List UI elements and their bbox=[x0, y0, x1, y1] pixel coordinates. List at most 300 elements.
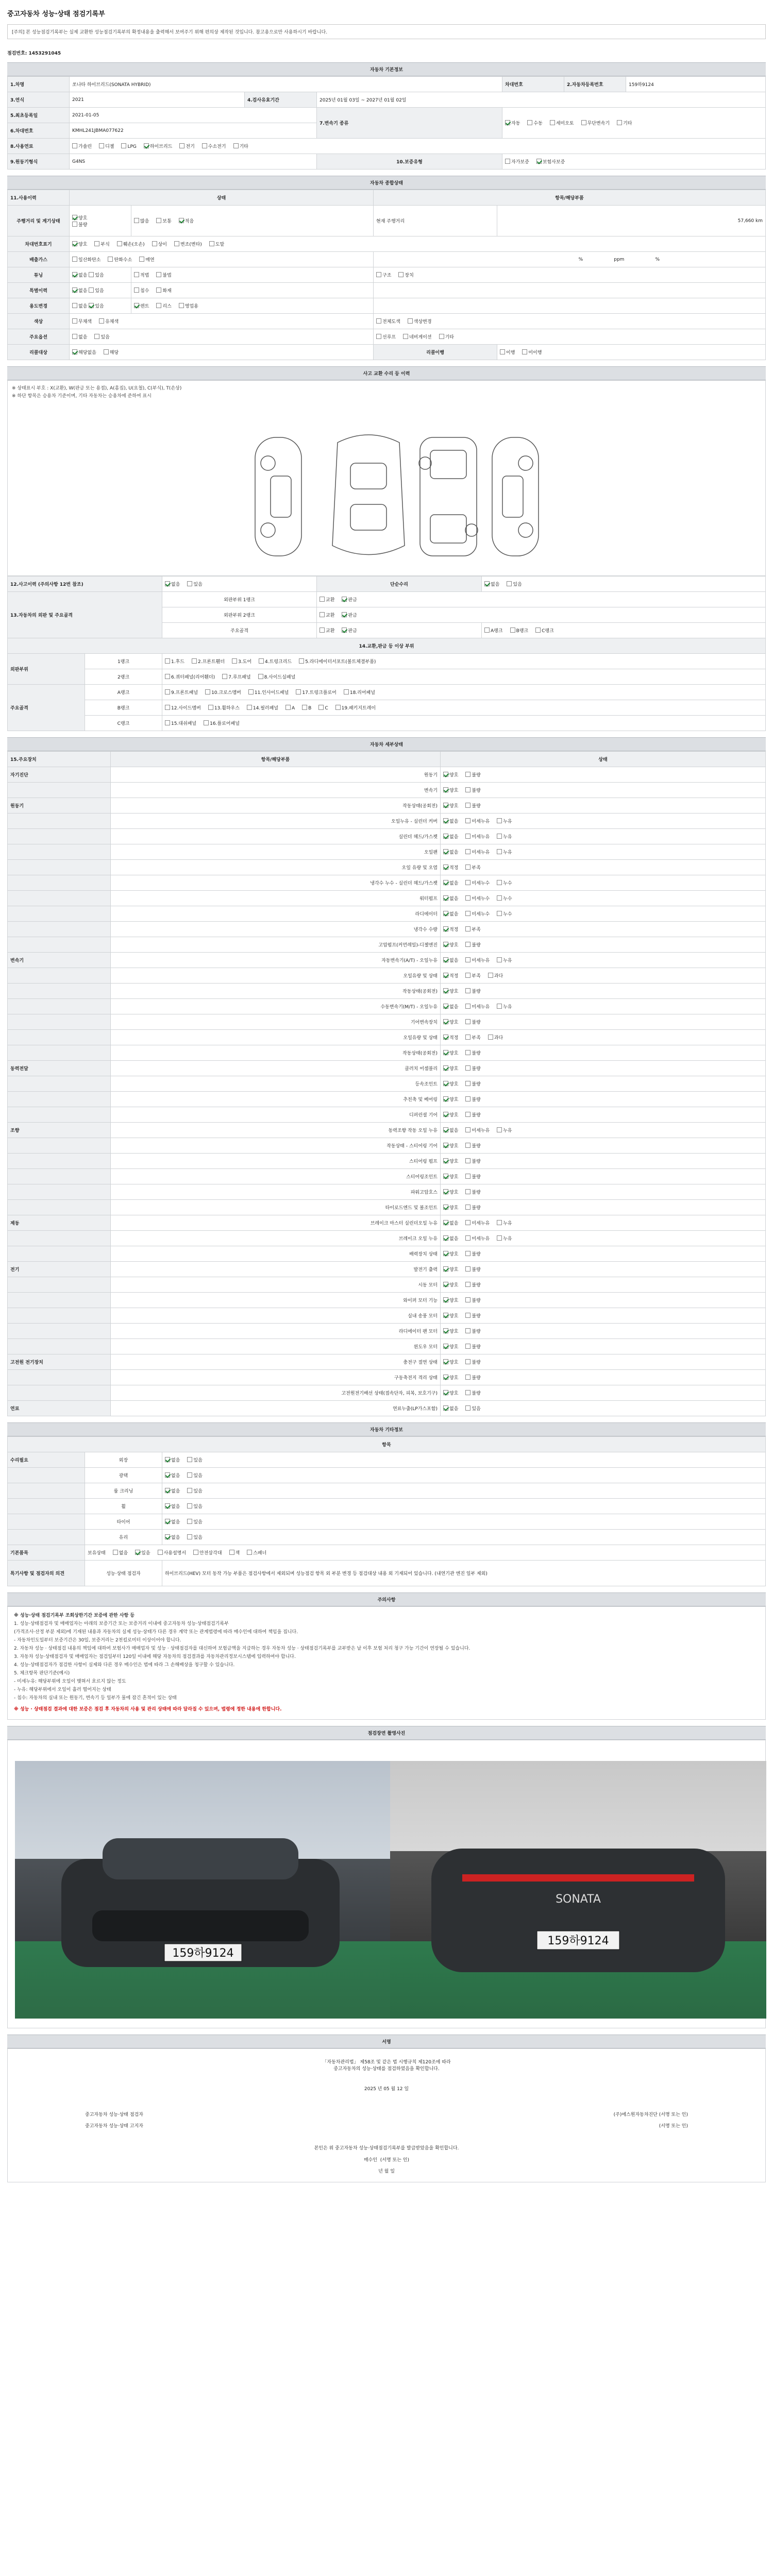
detail-row bbox=[8, 783, 766, 798]
detail-group bbox=[8, 1293, 111, 1308]
checkbox bbox=[497, 1004, 502, 1009]
checkbox bbox=[443, 1127, 448, 1132]
opt: 일산화탄소 bbox=[78, 258, 101, 263]
other-state bbox=[162, 1468, 766, 1483]
color-state bbox=[70, 314, 374, 329]
checkbox bbox=[488, 1035, 493, 1040]
opt: 선루프 bbox=[382, 335, 396, 340]
other-group bbox=[8, 1483, 85, 1499]
value: 159하9124 bbox=[626, 77, 766, 92]
detail-state bbox=[441, 1308, 766, 1324]
other-item: 타이어 bbox=[85, 1514, 162, 1530]
main-state bbox=[317, 623, 482, 638]
other-state bbox=[162, 1452, 766, 1468]
opt: 불량 bbox=[78, 222, 88, 228]
opt-label: 불량 bbox=[472, 1391, 481, 1396]
opt: 자가보증 bbox=[511, 160, 529, 165]
opt bbox=[465, 850, 490, 855]
opt: C랭크 bbox=[542, 629, 554, 634]
opt-label: 양호 bbox=[449, 1252, 459, 1257]
opt-label: 적정 bbox=[449, 974, 459, 979]
inspector-label: 중고자동차 성능·상태 점검자 bbox=[85, 2112, 143, 2117]
detail-item: 브레이크 오일 누유 bbox=[111, 1231, 441, 1246]
opt bbox=[443, 943, 458, 948]
detail-state bbox=[441, 844, 766, 860]
opt: 8.사이드실패널 bbox=[264, 675, 296, 680]
option-state bbox=[70, 329, 374, 345]
detail-row bbox=[8, 1123, 766, 1138]
checkbox bbox=[465, 942, 470, 947]
checkbox bbox=[497, 911, 502, 916]
opt-label: 양호 bbox=[449, 1314, 459, 1319]
label: 외판부위 bbox=[8, 654, 85, 685]
checkbox bbox=[465, 1096, 470, 1101]
detail-state bbox=[441, 968, 766, 984]
label: 1.차명 bbox=[8, 77, 70, 92]
opt bbox=[497, 1005, 512, 1010]
checkbox bbox=[165, 1457, 170, 1462]
opt-label: 불량 bbox=[472, 943, 481, 948]
opt bbox=[465, 1144, 480, 1149]
caution-line: 5. 체크항목 판단기준(예시) bbox=[14, 1671, 70, 1676]
opt bbox=[465, 1221, 490, 1226]
checkbox bbox=[465, 1050, 470, 1055]
detail-state bbox=[441, 1262, 766, 1277]
detail-row bbox=[8, 814, 766, 829]
checkbox bbox=[443, 1143, 448, 1148]
opt-label: 누유 bbox=[503, 958, 512, 963]
checkbox bbox=[443, 973, 448, 978]
opt-label: 없음 bbox=[449, 835, 459, 840]
opt: 교환 bbox=[326, 613, 335, 618]
opt-label: 불량 bbox=[472, 1360, 481, 1365]
opt bbox=[187, 1535, 202, 1540]
opt-label: 양호 bbox=[449, 1267, 459, 1273]
opt: LPG bbox=[127, 144, 137, 149]
checkbox bbox=[465, 803, 470, 808]
checkbox bbox=[443, 834, 448, 839]
opt bbox=[465, 1005, 490, 1010]
opt bbox=[465, 1252, 480, 1257]
opt bbox=[497, 1221, 512, 1226]
checkbox bbox=[443, 1158, 448, 1163]
opt bbox=[443, 1329, 458, 1334]
other-row bbox=[8, 1530, 766, 1545]
detail-item: 동력조향 작동 오일 누유 bbox=[111, 1123, 441, 1138]
opt-label: 미세누수 bbox=[472, 881, 490, 886]
detail-row bbox=[8, 1107, 766, 1123]
checkbox bbox=[497, 1235, 502, 1241]
checkbox bbox=[165, 1472, 170, 1478]
opt bbox=[165, 1520, 180, 1525]
other-row bbox=[8, 1499, 766, 1514]
opt-label: 양호 bbox=[449, 943, 459, 948]
detail-item: 배력장치 상태 bbox=[111, 1246, 441, 1262]
detail-item: 오일 유량 및 오염 bbox=[111, 860, 441, 875]
detail-state bbox=[441, 891, 766, 906]
checkbox bbox=[465, 1282, 470, 1287]
detail-row bbox=[8, 1138, 766, 1154]
section-overall-state-header: 자동차 종합상태 bbox=[7, 176, 766, 190]
opt-label: 양호 bbox=[449, 1190, 459, 1195]
opt-label: 미세누유 bbox=[472, 1128, 490, 1133]
detail-item: 브레이크 마스터 실린더오일 누유 bbox=[111, 1215, 441, 1231]
detail-group bbox=[8, 1339, 111, 1354]
detail-row bbox=[8, 860, 766, 875]
label: 튜닝 bbox=[8, 267, 70, 283]
label: 15.주요장치 bbox=[8, 752, 111, 767]
checkbox bbox=[465, 772, 470, 777]
detail-group bbox=[8, 1030, 111, 1045]
damage-diagram-box bbox=[7, 380, 766, 576]
opt-label: 불량 bbox=[472, 1020, 481, 1025]
opt bbox=[187, 1489, 202, 1494]
checkbox bbox=[465, 1035, 470, 1040]
opt-label: 불량 bbox=[472, 1097, 481, 1103]
section-basic-info-header: 자동차 기본정보 bbox=[7, 62, 766, 76]
opt-label: 부족 bbox=[472, 927, 481, 933]
opt bbox=[443, 1051, 458, 1056]
opt bbox=[465, 1113, 480, 1118]
detail-row bbox=[8, 844, 766, 860]
opt: 교환 bbox=[326, 629, 335, 634]
detail-row bbox=[8, 1308, 766, 1324]
detail-group bbox=[8, 814, 111, 829]
detail-row bbox=[8, 1169, 766, 1184]
opt: 부식 bbox=[100, 242, 110, 247]
opt bbox=[443, 1066, 458, 1072]
page-title: 중고자동차 성능·상태 점검기록부 bbox=[7, 10, 105, 18]
detail-item: 고전원전기배선 상태(접속단자, 피복, 보호기구) bbox=[111, 1385, 441, 1401]
opt-label: 없음 bbox=[171, 1473, 180, 1479]
opt-label: 없음 bbox=[171, 1458, 180, 1463]
opt: 17.트렁크플로어 bbox=[302, 690, 337, 696]
opt-label: 불량 bbox=[472, 1190, 481, 1195]
opt: 없음 bbox=[78, 335, 88, 340]
opt bbox=[443, 1036, 458, 1041]
opt-label: 부족 bbox=[472, 974, 481, 979]
transmission-options bbox=[502, 108, 766, 139]
value: 쏘나타 하이브리드(SONATA HYBRID) bbox=[70, 77, 502, 92]
opt: 가솔린 bbox=[78, 144, 92, 149]
section-accident-header: 사고 교환 수리 등 이력 bbox=[7, 366, 766, 380]
detail-row bbox=[8, 1215, 766, 1231]
other-state bbox=[162, 1499, 766, 1514]
opt bbox=[465, 1360, 480, 1365]
opt: 잭 bbox=[235, 1551, 240, 1556]
label: 특기사항 및 점검자의 의견 bbox=[8, 1561, 85, 1586]
label: 특별이력 bbox=[8, 283, 70, 298]
detail-row bbox=[8, 1184, 766, 1200]
detail-item: 수동변속기(M/T) - 오일누유 bbox=[111, 999, 441, 1014]
detail-item: 타이로드엔드 및 볼조인트 bbox=[111, 1200, 441, 1215]
detail-state bbox=[441, 1231, 766, 1246]
opt: 18.리어패널 bbox=[349, 690, 375, 696]
detail-row bbox=[8, 1262, 766, 1277]
opt bbox=[465, 1066, 480, 1072]
opt: 없음 bbox=[119, 1551, 128, 1556]
opt: 적법 bbox=[140, 273, 149, 278]
opt: 2.프론트휀더 bbox=[198, 659, 225, 665]
front-photo bbox=[15, 1761, 391, 2019]
checkbox bbox=[443, 1189, 448, 1194]
checkbox bbox=[465, 787, 470, 792]
detail-group: 제동 bbox=[8, 1215, 111, 1231]
checkbox bbox=[465, 1328, 470, 1333]
detail-row bbox=[8, 1045, 766, 1061]
checkbox bbox=[443, 849, 448, 854]
opt bbox=[465, 819, 490, 824]
section-caution-header: 주의사항 bbox=[7, 1592, 766, 1606]
detail-row bbox=[8, 1030, 766, 1045]
label: 리콜대상 bbox=[8, 345, 70, 360]
detail-group bbox=[8, 937, 111, 953]
opt bbox=[443, 1314, 458, 1319]
caution-line: 3. 자동차 성능·상태점검자 및 매매업자는 점검일부터 120일 이내에 해당 자동차의 점검결과를 자동차관리정보시스템에 입력하여야 합니다. bbox=[14, 1654, 296, 1659]
opt-label: 양호 bbox=[449, 1391, 459, 1396]
opt: 스패너 bbox=[253, 1551, 267, 1556]
opt-label: 없음 bbox=[171, 1535, 180, 1540]
opt bbox=[443, 1097, 458, 1103]
opt: 안전삼각대 bbox=[199, 1551, 222, 1556]
opt: 화재 bbox=[162, 289, 172, 294]
detail-item: 라디에이터 bbox=[111, 906, 441, 922]
opt-label: 미세누유 bbox=[472, 835, 490, 840]
opt bbox=[465, 804, 480, 809]
checkbox bbox=[465, 1019, 470, 1024]
other-row bbox=[8, 1468, 766, 1483]
detail-state bbox=[441, 829, 766, 844]
detail-state bbox=[441, 1354, 766, 1370]
other-group bbox=[8, 1499, 85, 1514]
opt bbox=[465, 1206, 480, 1211]
value: 2021 bbox=[70, 92, 245, 108]
opt: 훼손(오손) bbox=[123, 242, 145, 247]
label: 항목 bbox=[8, 1437, 766, 1452]
detail-item: 오일팬 bbox=[111, 844, 441, 860]
detail-row bbox=[8, 1076, 766, 1092]
checkbox bbox=[165, 1519, 170, 1524]
detail-item: 작동상태 - 스티어링 기어 bbox=[111, 1138, 441, 1154]
opt bbox=[443, 1236, 458, 1242]
rear-brand-text: SONATA bbox=[556, 1893, 601, 1906]
opt-label: 불량 bbox=[472, 1144, 481, 1149]
opt: 영업용 bbox=[184, 304, 198, 309]
overall-state-table bbox=[7, 190, 766, 360]
opt bbox=[465, 788, 480, 793]
tuning-state bbox=[70, 267, 131, 283]
legend-line: ※ 하단 항목은 승용차 기준이며, 기타 자동차는 승용차에 준하여 표시 bbox=[12, 394, 152, 399]
opt bbox=[465, 1329, 480, 1334]
opt bbox=[465, 896, 490, 902]
label: 주요골격 bbox=[8, 685, 85, 731]
checkbox bbox=[165, 1503, 170, 1509]
opt: 양호 bbox=[78, 215, 88, 221]
checkbox bbox=[443, 1344, 448, 1349]
opt: 상이 bbox=[158, 242, 167, 247]
label: 항목/해당부품 bbox=[374, 190, 766, 206]
opt-label: 양호 bbox=[449, 1159, 459, 1164]
detail-state-table bbox=[7, 751, 766, 1416]
checkbox bbox=[443, 818, 448, 823]
opt-label: 과다 bbox=[494, 1036, 503, 1041]
opt bbox=[443, 1406, 458, 1412]
label: 차대번호 bbox=[502, 77, 564, 92]
checkbox bbox=[465, 988, 470, 993]
opt: 네비게이션 bbox=[409, 335, 432, 340]
opt bbox=[465, 989, 480, 994]
car-diagram bbox=[250, 427, 544, 566]
checkbox bbox=[497, 957, 502, 962]
checkbox bbox=[443, 1019, 448, 1024]
detail-group bbox=[8, 1200, 111, 1215]
opt bbox=[497, 1236, 512, 1242]
checkbox bbox=[443, 942, 448, 947]
color-sub bbox=[374, 314, 766, 329]
opt bbox=[497, 1128, 512, 1133]
label: 단순수리 bbox=[317, 577, 482, 592]
notice-box: [주의] 본 성능점검기록부는 실제 교환한 성능점검기록부의 확정내용을 출력해서 보여주기 위해 편의상 제작된 것입니다. 참고용으로만 사용하시기 바랍니다. bbox=[7, 24, 766, 39]
opt: A bbox=[292, 706, 295, 711]
checkbox bbox=[465, 957, 470, 962]
opt-label: 미세누수 bbox=[472, 896, 490, 902]
checkbox bbox=[497, 818, 502, 823]
checkbox bbox=[465, 1205, 470, 1210]
opt: 있음 bbox=[95, 289, 104, 294]
opt bbox=[443, 1159, 458, 1164]
opt bbox=[465, 1345, 480, 1350]
checkbox bbox=[465, 1158, 470, 1163]
detail-state bbox=[441, 922, 766, 937]
opt-label: 미세누수 bbox=[472, 912, 490, 917]
detail-row bbox=[8, 829, 766, 844]
checkbox bbox=[465, 1112, 470, 1117]
opt: 탄화수소 bbox=[114, 258, 132, 263]
ra-options bbox=[162, 685, 766, 700]
detail-row bbox=[8, 1370, 766, 1385]
use-sub bbox=[131, 298, 374, 314]
detail-state bbox=[441, 1061, 766, 1076]
detail-item: 클러치 어셈블리 bbox=[111, 1061, 441, 1076]
opt: 전체도색 bbox=[382, 319, 400, 325]
label: 주요옵션 bbox=[8, 329, 70, 345]
caution-line: - 침수: 자동차의 실내 또는 원동기, 변속기 등 일부가 물에 잠긴 흔적이 있는 상태 bbox=[14, 1696, 177, 1701]
opt-label: 누수 bbox=[503, 912, 512, 917]
checkbox bbox=[443, 988, 448, 993]
opt bbox=[187, 1458, 202, 1463]
detail-row bbox=[8, 922, 766, 937]
opt: 수동 bbox=[533, 121, 543, 126]
detail-state bbox=[441, 953, 766, 968]
checkbox bbox=[443, 1359, 448, 1364]
other-item: 광택 bbox=[85, 1468, 162, 1483]
detail-group bbox=[8, 999, 111, 1014]
detail-item: 오일유량 및 상태 bbox=[111, 1030, 441, 1045]
detail-item: 자동변속기(A/T) - 오일누유 bbox=[111, 953, 441, 968]
opt: 적음 bbox=[184, 219, 194, 224]
checkbox bbox=[443, 1390, 448, 1395]
detail-item: 라디에이터 팬 모터 bbox=[111, 1324, 441, 1339]
detail-state bbox=[441, 783, 766, 798]
opt: 양호 bbox=[78, 242, 88, 247]
rear-photo bbox=[390, 1761, 766, 2019]
opt-label: 미세누유 bbox=[472, 850, 490, 855]
opt-label: 불량 bbox=[472, 1252, 481, 1257]
opt-label: 불량 bbox=[472, 1345, 481, 1350]
opt-label: 불량 bbox=[472, 1159, 481, 1164]
detail-group: 고전원 전기장치 bbox=[8, 1354, 111, 1370]
checkbox bbox=[505, 120, 510, 125]
detail-state bbox=[441, 1014, 766, 1030]
other-row bbox=[8, 1514, 766, 1530]
opt: 수소전기 bbox=[208, 144, 226, 149]
label: 주요골격 bbox=[162, 623, 317, 638]
detail-item: 실린더 헤드/가스켓 bbox=[111, 829, 441, 844]
special-sub bbox=[131, 283, 374, 298]
checkbox bbox=[443, 911, 448, 916]
section-detail-header: 자동차 세부상태 bbox=[7, 737, 766, 751]
detail-row bbox=[8, 1246, 766, 1262]
caution-line: - 누유: 해당부위에서 오일이 흘러 떨어지는 상태 bbox=[14, 1687, 111, 1692]
value: G4NS bbox=[70, 154, 317, 170]
opt bbox=[465, 881, 490, 886]
detail-item: 와이퍼 모터 기능 bbox=[111, 1293, 441, 1308]
checkbox bbox=[165, 1488, 170, 1493]
sig-line: 중고자동차의 성능·상태를 점검하였음을 확인합니다. bbox=[333, 2066, 440, 2072]
checkbox bbox=[443, 1205, 448, 1210]
opt-label: 누수 bbox=[503, 896, 512, 902]
opt-label: 양호 bbox=[449, 1175, 459, 1180]
opt bbox=[443, 804, 458, 809]
other-group: 수리필요 bbox=[8, 1452, 85, 1468]
opt-label: 양호 bbox=[449, 989, 459, 994]
detail-row bbox=[8, 1014, 766, 1030]
opt bbox=[465, 1391, 480, 1396]
opt bbox=[443, 819, 458, 824]
opt-label: 없음 bbox=[449, 1236, 459, 1242]
opt: 미이행 bbox=[528, 350, 542, 355]
opt-label: 없음 bbox=[449, 850, 459, 855]
opt bbox=[465, 1175, 480, 1180]
detail-item: 구동축전지 격리 상태 bbox=[111, 1370, 441, 1385]
checkbox bbox=[443, 1251, 448, 1256]
opt: 무채색 bbox=[78, 319, 92, 325]
opt bbox=[443, 912, 458, 917]
opt: 매연 bbox=[145, 258, 155, 263]
detail-row bbox=[8, 1354, 766, 1370]
detail-row bbox=[8, 1200, 766, 1215]
photo-area bbox=[7, 1740, 766, 2028]
section-signature-header: 서명 bbox=[7, 2035, 766, 2048]
opt: 없음 bbox=[78, 273, 88, 278]
detail-state bbox=[441, 1154, 766, 1169]
detail-item: 추친축 및 베어링 bbox=[111, 1092, 441, 1107]
checkbox bbox=[187, 1472, 192, 1478]
section-photo-header: 점검장면 촬영사진 bbox=[7, 1726, 766, 1740]
opt-label: 불량 bbox=[472, 1314, 481, 1319]
opt-label: 양호 bbox=[449, 804, 459, 809]
opt-label: 없음 bbox=[449, 958, 459, 963]
checkbox bbox=[465, 1189, 470, 1194]
opt bbox=[465, 1097, 480, 1103]
opt bbox=[443, 1020, 458, 1025]
opt: 기타 bbox=[623, 121, 632, 126]
opt-label: 불량 bbox=[472, 1175, 481, 1180]
unit: ppm bbox=[614, 257, 625, 262]
detail-item: 실내 송풍 모터 bbox=[111, 1308, 441, 1324]
opt: A랭크 bbox=[491, 629, 503, 634]
detail-item: 윈도우 모터 bbox=[111, 1339, 441, 1354]
